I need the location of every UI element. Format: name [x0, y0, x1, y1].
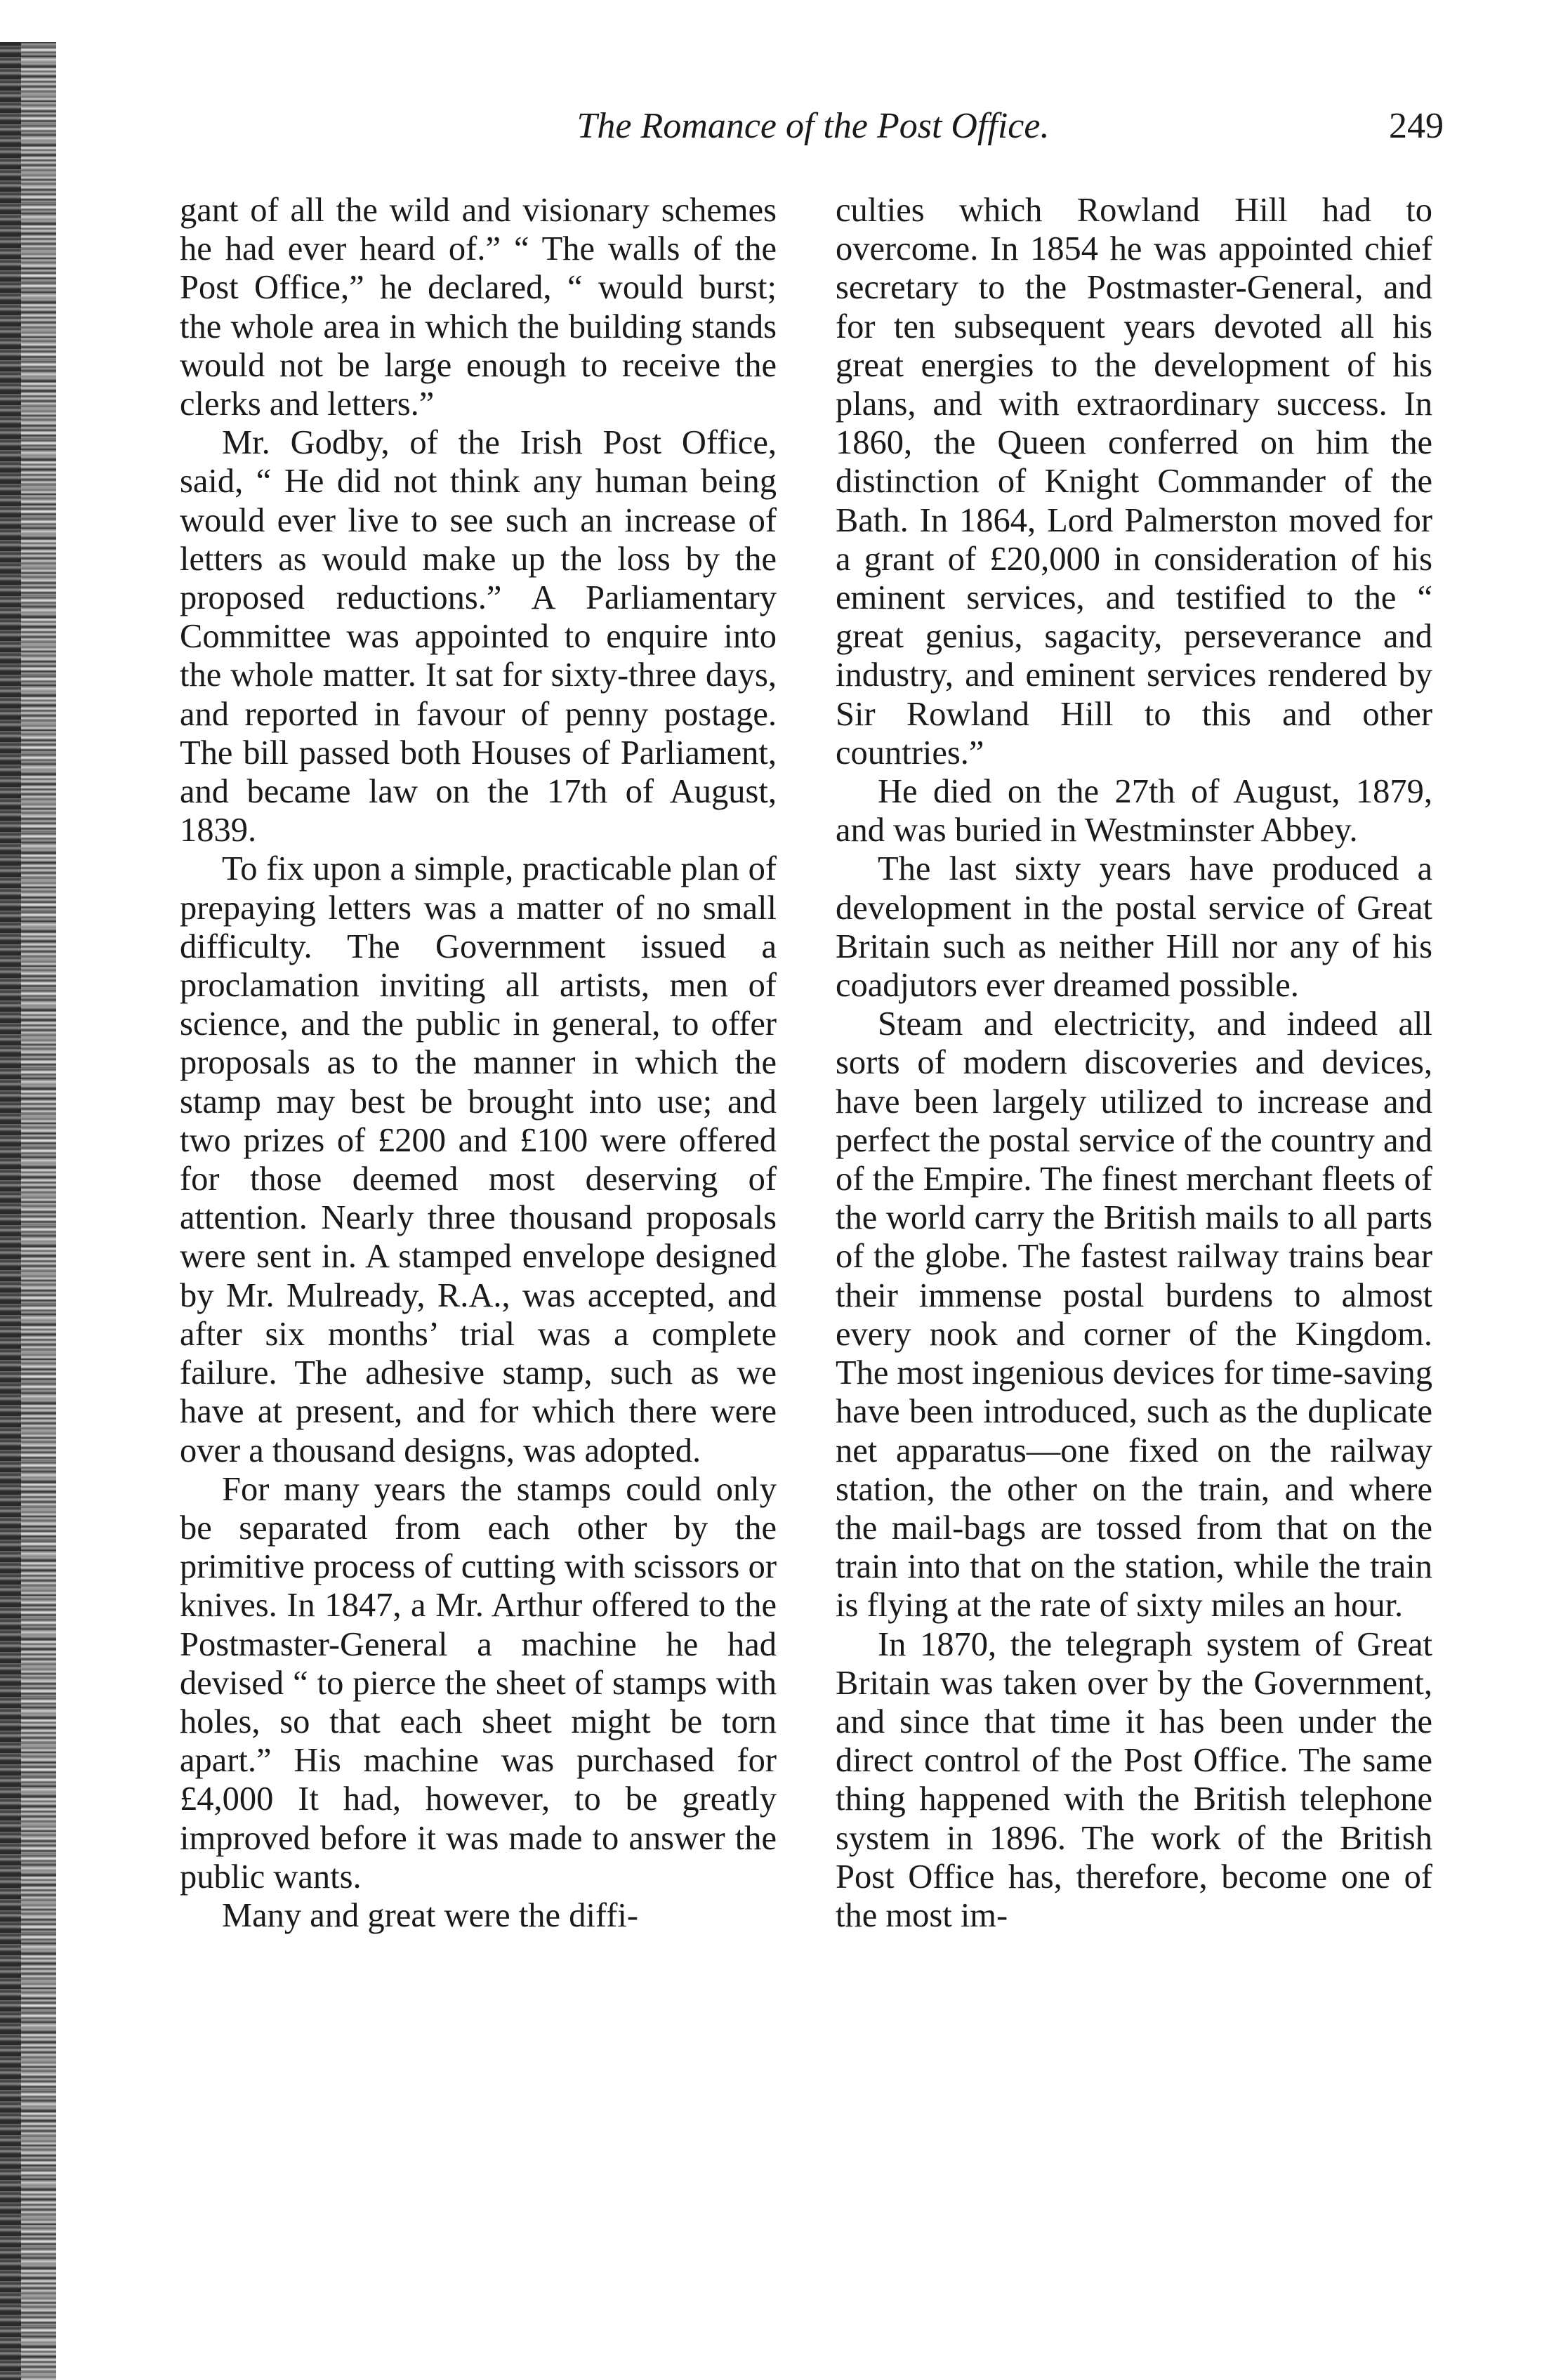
running-title: The Romance of the Post Office. — [576, 106, 1050, 146]
paragraph: For many years the stamps could only be separated from each other by the primitive process of cutting with scissors or knives. In 1847, a Mr. Arthur offered to the Postmaster-General a machine he had devised “ to pierce the sheet of stamps with holes, so that each sheet might be torn apart.” His machine was purchased for £4,000 It had, however, to be greatly improved before it was made to answer the public wants. — [180, 1470, 777, 1896]
paragraph: He died on the 27th of August, 1879, and was buried in Westminster Abbey. — [836, 773, 1432, 849]
paragraph: culties which Rowland Hill had to overcome. In 1854 he was appointed chief secretary to the Postmaster-General, and for ten subsequent years devoted all his great energies to the development of his plans, and with extraordinary success. In 1860, the Queen conferred on him the distinction of Knight Commander of the Bath. In 1864, Lord Palmerston moved for a grant of £20,000 in consideration of his eminent services, and testified to the “ great genius, sagacity, perseverance and industry, and eminent services rendered by Sir Rowland Hill to this and other countries.” — [836, 192, 1432, 772]
paragraph: To fix upon a simple, practicable plan of prepaying letters was a matter of no small difficulty. The Government issued a proclamation inviting all artists, men of science, and the public in general, to offer proposals as to the manner in which the stamp may best be brought into use; and two prizes of £200 and £100 were offered for those deemed most deserving of attention. Nearly three thousand proposals were sent in. A stamped envelope designed by Mr. Mulready, R.A., was accepted, and after six months’ trial was a complete failure. The adhesive stamp, such as we have at present, and for which there were over a thousand designs, was adopted. — [180, 850, 777, 1469]
binding-edge-texture — [21, 42, 56, 2380]
page-number: 249 — [1389, 106, 1444, 146]
paragraph: The last sixty years have produced a development in the postal service of Great Britain such as neither Hill nor any of his coadjutors ever dreamed possible. — [836, 850, 1432, 1005]
right-column — [836, 191, 1432, 1935]
paragraph: In 1870, the telegraph system of Great Britain was taken over by the Government, and since that time it has been under the direct control of the Post Office. The same thing happened with the British telephone system in 1896. The work of the British Post Office has, therefore, become one of the most im- — [836, 1625, 1432, 1934]
paragraph: Many and great were the diffi- — [222, 1896, 638, 1934]
paragraph: gant of all the wild and visionary schemes he had ever heard of.” “ The walls of the Post Office,” he declared, “ would burst; the whole area in which the building stands would not be large enough to receive the clerks and letters.” — [180, 192, 777, 423]
paragraph: Mr. Godby, of the Irish Post Office, said, “ He did not think any human being would ever live to see such an increase of letters as would make up the loss by the proposed reductions.” A Parliamentary Committee was appointed to enquire into the whole matter. It sat for sixty-three days, and reported in favour of penny postage. The bill passed both Houses of Parliament, and became law on the 17th of August, 1839. — [180, 424, 777, 849]
paragraph: Steam and electricity, and indeed all sorts of modern discoveries and devices, have been largely utilized to increase and perfect the postal service of the country and of the Empire. The finest merchant fleets of the world carry the British mails to all parts of the globe. The fastest railway trains bear their immense postal burdens to almost every nook and corner of the Kingdom. The most ingenious devices for time-saving have been introduced, such as the duplicate net apparatus—one fixed on the railway station, the other on the train, and where the mail-bags are tossed from that on the train into that on the station, while the train is flying at the rate of sixty miles an hour. — [836, 1005, 1432, 1625]
left-column — [180, 191, 777, 1935]
page-header — [183, 98, 1444, 154]
